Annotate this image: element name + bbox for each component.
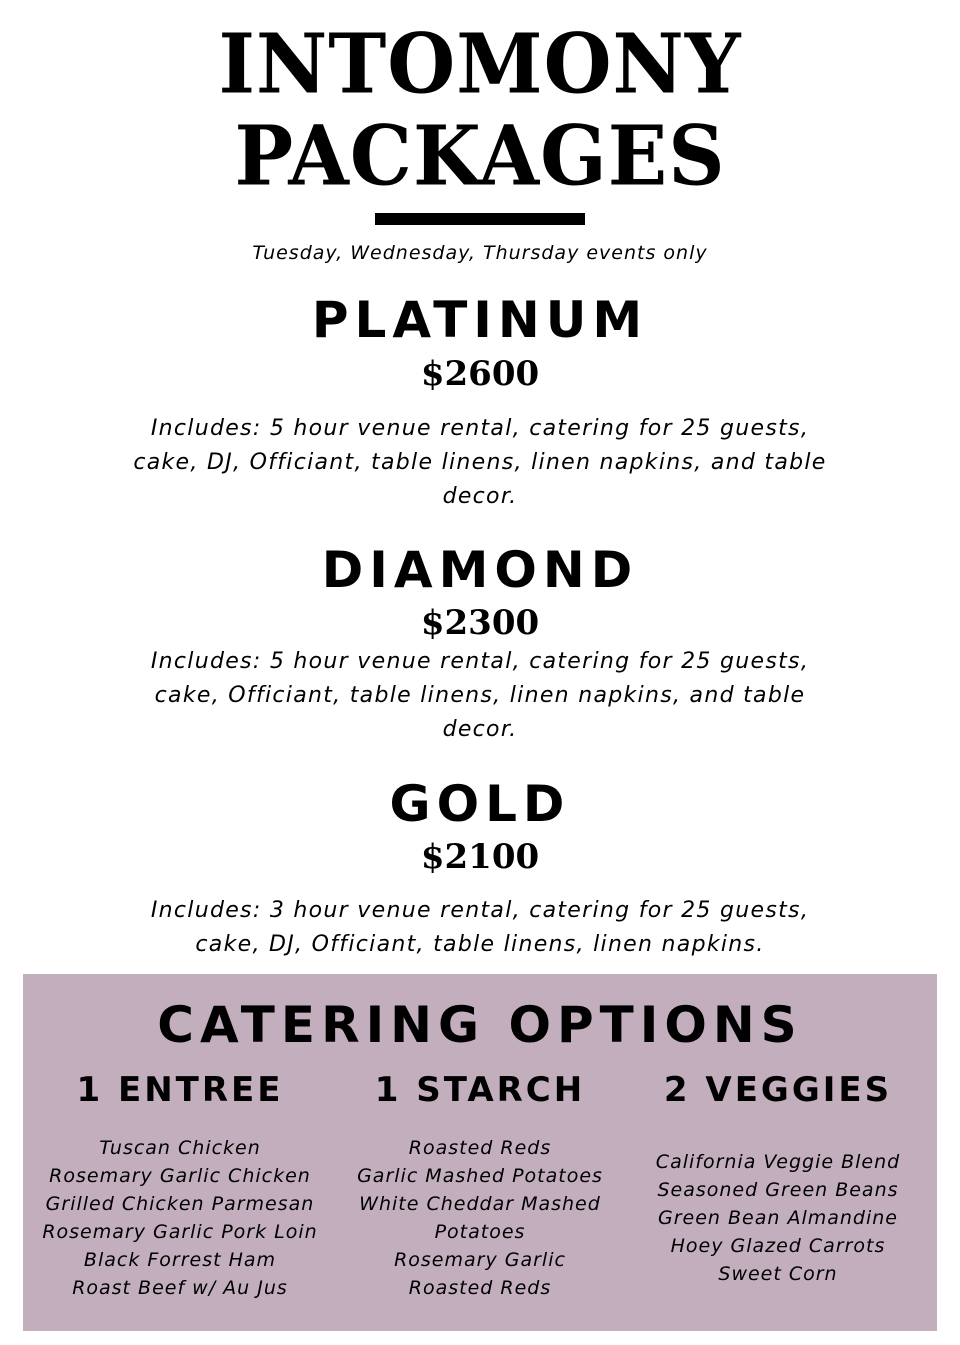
package-description-diamond: Includes: 5 hour venue rental, catering for 25 guests, cake, Officiant, table linens, linen napkins, and table decor. (150, 649, 810, 742)
list-item: Tuscan Chicken (99, 1137, 261, 1159)
list-item: White Cheddar Mashed Potatoes (359, 1193, 601, 1243)
list-item: Roast Beef w/ Au Jus (72, 1277, 288, 1299)
list-item: Green Bean Almandine (658, 1207, 898, 1229)
column-heading-veggies: 2 VEGGIES (663, 1070, 893, 1110)
catering-column-starch (330, 1066, 630, 1302)
list-item: Rosemary Garlic Pork Loin (42, 1221, 318, 1243)
catering-options-panel (23, 974, 937, 1331)
column-heading-starch: 1 STARCH (374, 1070, 586, 1110)
page-subtitle: Tuesday, Wednesday, Thursday events only (252, 242, 708, 264)
list-item: Seasoned Green Beans (657, 1179, 899, 1201)
catering-column-veggies (628, 1066, 928, 1288)
catering-title: CATERING OPTIONS (157, 996, 803, 1054)
package-description-gold: Includes: 3 hour venue rental, catering for 25 guests, cake, DJ, Officiant, table linens, linen napkins. (150, 898, 810, 957)
package-name-platinum: PLATINUM (311, 291, 649, 349)
package-description-platinum: Includes: 5 hour venue rental, catering for 25 guests, cake, DJ, Officiant, table linens, linen napkins, and table decor. (133, 416, 827, 509)
list-item: California Veggie Blend (655, 1151, 901, 1173)
page-title-line1: INTOMONY (218, 16, 742, 113)
list-item: Sweet Corn (718, 1263, 838, 1285)
package-name-diamond: DIAMOND (321, 541, 639, 599)
page-title-line2: PACKAGES (234, 108, 726, 205)
list-item: Rosemary Garlic Chicken (49, 1165, 311, 1187)
column-heading-entree: 1 ENTREE (76, 1070, 284, 1110)
title-divider (375, 213, 585, 225)
package-price-gold: $2100 (420, 837, 540, 877)
package-name-gold: GOLD (389, 775, 571, 833)
package-price-platinum: $2600 (420, 354, 540, 394)
list-item: Black Forrest Ham (83, 1249, 277, 1271)
list-item: Grilled Chicken Parmesan (45, 1193, 315, 1215)
list-item: Roasted Reds (408, 1137, 552, 1159)
list-item: Garlic Mashed Potatoes (357, 1165, 603, 1187)
package-price-diamond: $2300 (420, 603, 540, 643)
list-item: Rosemary Garlic Roasted Reds (394, 1249, 566, 1299)
catering-column-entree (30, 1066, 330, 1302)
list-item: Hoey Glazed Carrots (670, 1235, 886, 1257)
